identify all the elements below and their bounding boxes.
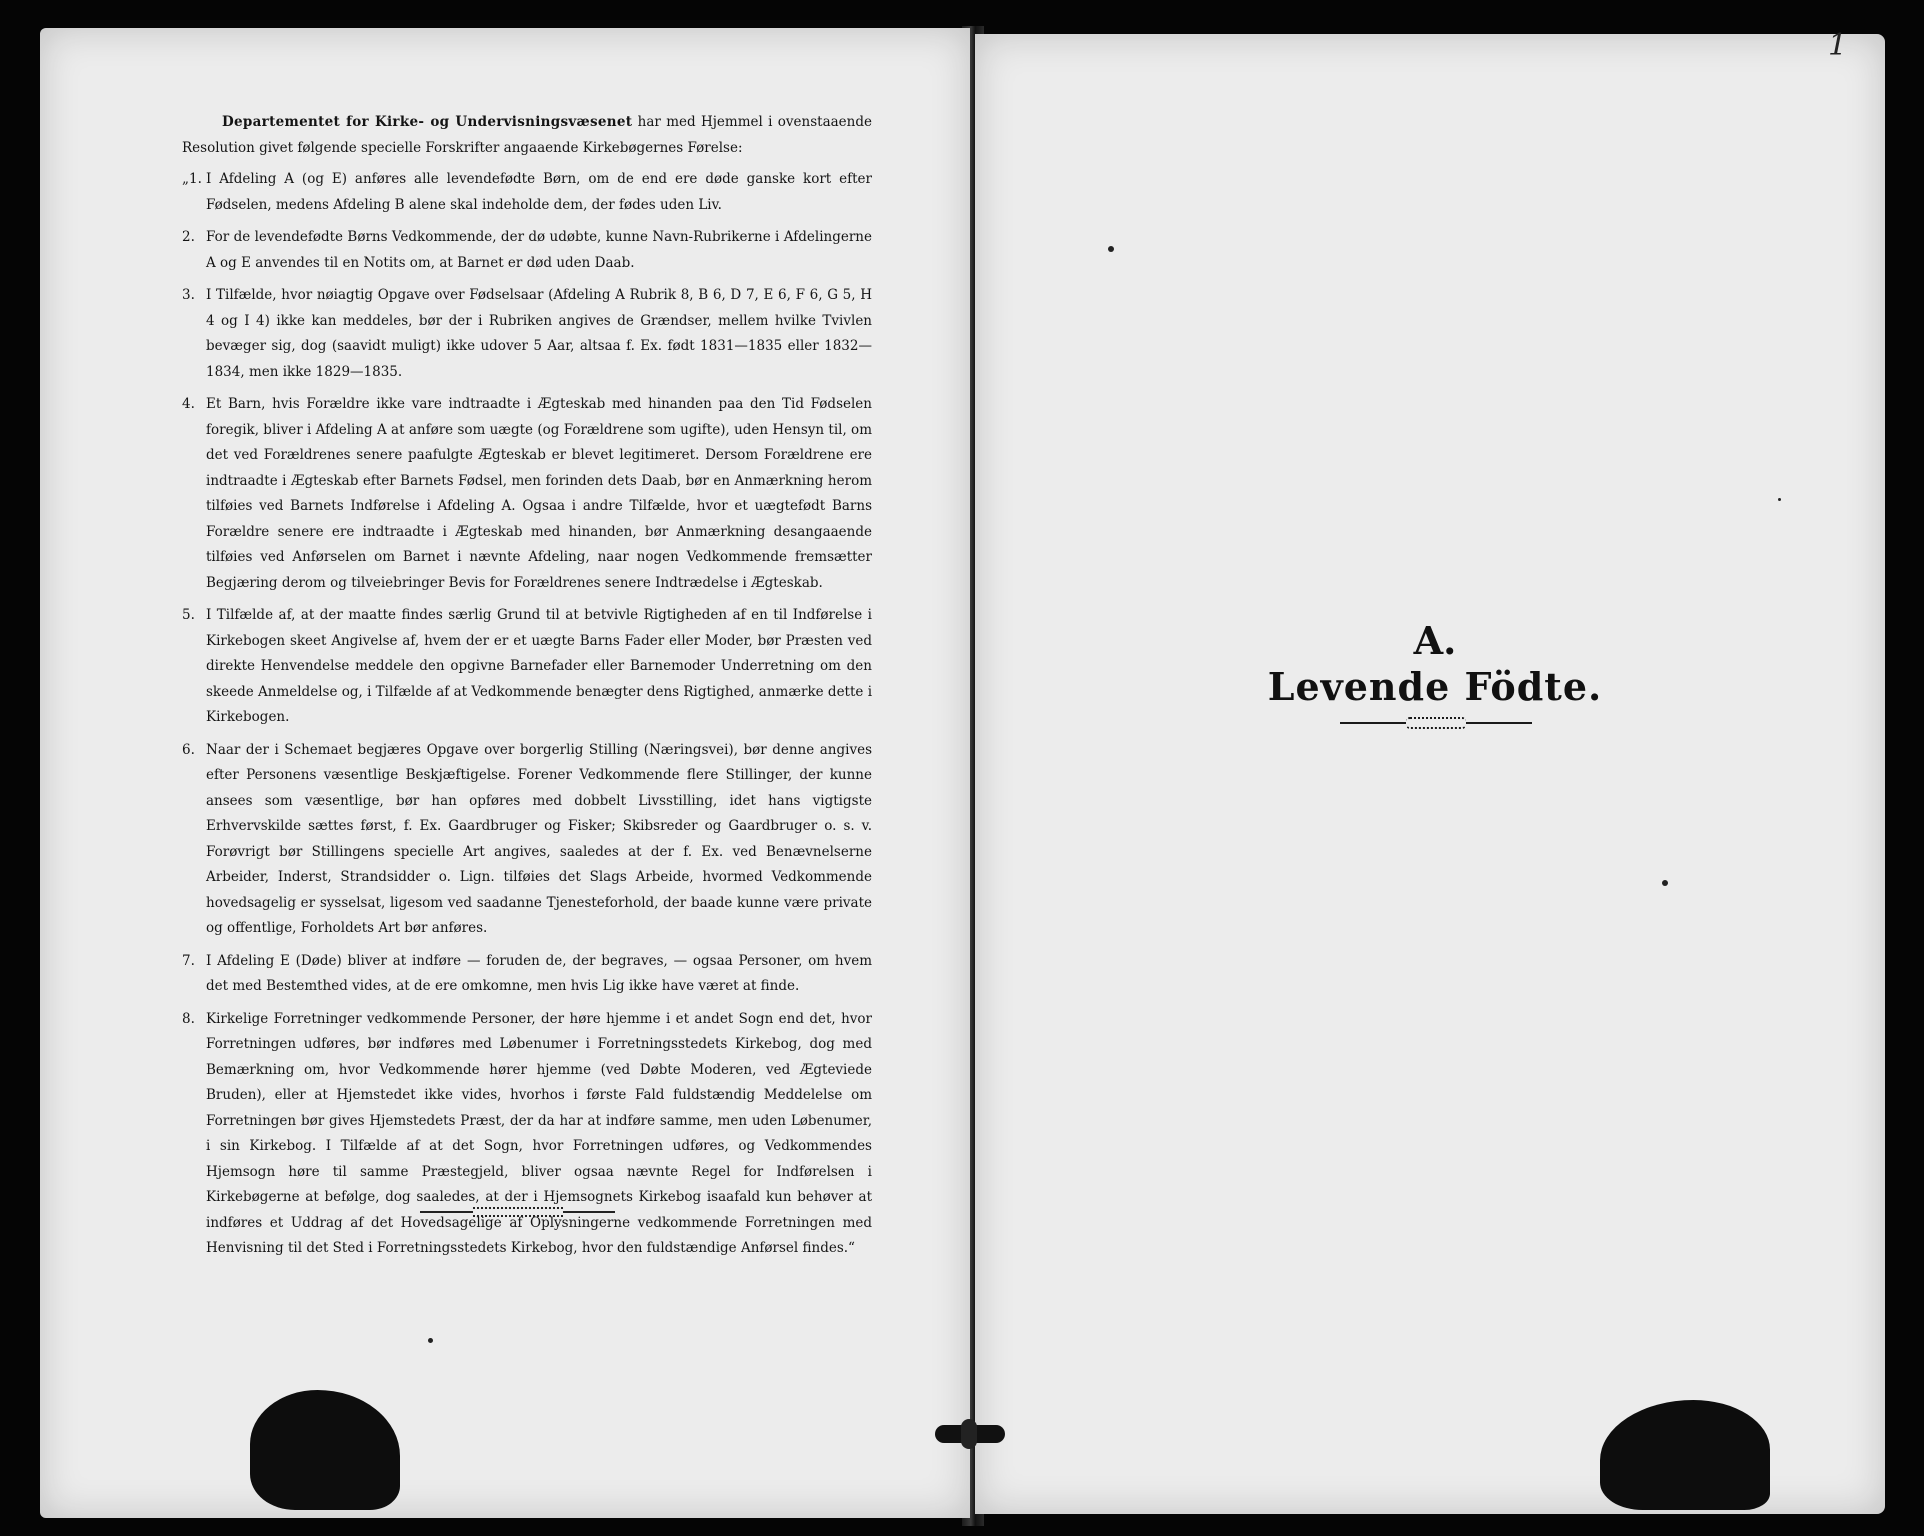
rule-text: Kirkelige Forretninger vedkommende Personer, der høre hjemme i et andet Sogn end det, hvor Forretningen udføres, bør indføres med Løbenumer i Forretningsstedets Kirkebog, dog med Bemærkning om, hvor Vedkommende hører hjemme (ved Døbte Moderen, ved Ægteviede Bruden), eller at Hjemstedet ikke vides, hvorhos i første Fald fuldstændig Meddelelse om Forretningen bør gives Hjemstedets Præst, der da har at indføre samme, men uden Løbenumer, i sin Kirkebog. I Tilfælde af at det Sogn, hvor Forretningen udføres, og Vedkommendes Hjemsogn høre til samme Præstegjeld, bliver ogsaa nævnte Regel for Indførelsen i Kirkebøgerne at befølge, dog saaledes, at der i Hjemsognets Kirkebog isaafald kun behøver at indføres et Uddrag af det Hovedsagelige af Oplysningerne vedkommende Forretningen med Henvisning til det Sted i Forretningsstedets Kirkebog, hvor den fuldstændige Anførsel findes.“ xyxy=(206,1010,872,1256)
rule-number: 4. xyxy=(182,396,195,412)
section-title: Levende Födte. xyxy=(1267,664,1603,709)
rule-item xyxy=(182,392,872,596)
section-letter: A. xyxy=(1413,618,1457,663)
paper-speck xyxy=(1778,498,1781,501)
rule-text: I Afdeling E (Døde) bliver at indføre — foruden de, der begraves, — ogsaa Personer, om hvem det med Bestemthed vides, at de ere omkomne, men hvis Lig ikke have været at finde. xyxy=(206,952,872,994)
rule-text: I Afdeling A (og E) anføres alle levendefødte Børn, om de end ere døde ganske kort efter Fødselen, medens Afdeling B alene skal indeholde dem, der fødes uden Liv. xyxy=(206,171,872,213)
rule-item xyxy=(182,283,872,385)
rule-number: 3. xyxy=(182,287,195,303)
rule-number: 7. xyxy=(182,952,195,969)
rule-item xyxy=(182,603,872,731)
page-number: 1 xyxy=(1828,28,1848,63)
rule-item xyxy=(182,1007,872,1262)
binding-clip xyxy=(935,1425,1005,1443)
rule-text: I Tilfælde, hvor nøiagtig Opgave over Fødselsaar (Afdeling A Rubrik 8, B 6, D 7, E 6, F 6, G 5, H 4 og I 4) ikke kan meddeles, bør der i Rubriken angives de Grændser, mellem hvilke Tvivlen bevæger sig, dog (saavidt muligt) ikke udover 5 Aar, altsaa f. Ex. født 1831—1835 eller 1832—1834, men ikke 1829—1835. xyxy=(206,287,872,380)
rule-text: Naar der i Schemaet begjæres Opgave over borgerlig Stilling (Næringsvei), bør denne angives efter Personens væsentlige Beskjæftigelse. Forener Vedkommende flere Stillinger, der kunne ansees som væsentlige, bør han opføres med dobbelt Livsstilling, idet hans vigtigste Erhvervskilde sættes først, f. Ex. Gaardbruger og Fisker; Skibsreder og Gaardbruger o. s. v. Forøvrigt bør Stillingens specielle Art angives, saaledes at der f. Ex. ved Benævnelserne Arbeider, Inderst, Strandsidder o. Lign. tilføies det Slags Arbeide, hvormed Vedkommende hovedsagelig er sysselsat, ligesom ved saadanne Tjenesteforhold, der baade kunne være private og offentlige, Forholdets Art bør anføres. xyxy=(206,741,872,936)
rule-number: 2. xyxy=(182,229,195,245)
ornament-divider-right xyxy=(1340,718,1532,728)
rule-number: „1. xyxy=(182,171,202,187)
rule-item xyxy=(182,738,872,942)
right-page xyxy=(975,34,1885,1514)
rule-text: Et Barn, hvis Forældre ikke vare indtraadte i Ægteskab med hinanden paa den Tid Fødselen foregik, bliver i Afdeling A at anføre som uægte (og Forældrene som ugifte), uden Hensyn til, om det ved Forældrenes senere paafulgte Ægteskab er blevet legitimeret. Dersom Forældrene ere indtraadte i Ægteskab efter Barnets Fødsel, men forinden dets Daab, bør en Anmærkning herom tilføies ved Barnets Indførelse i Afdeling A. Ogsaa i andre Tilfælde, hvor et uægtefødt Barns Forældre senere ere indtraadte i Ægteskab med hinanden, bør Anmærkning desangaaende tilføies ved Anførselen om Barnet i nævnte Afdeling, naar nogen Vedkommende fremsætter Begjæring derom og tilveiebringer Bevis for Forældrenes senere Indtrædelse i Ægteskab. xyxy=(206,396,872,591)
rules-list xyxy=(182,167,872,1262)
rule-text: For de levendefødte Børns Vedkommende, der dø udøbte, kunne Navn-Rubrikerne i Afdelingerne A og E anvendes til en Notits om, at Barnet er død uden Daab. xyxy=(206,229,872,271)
rule-number: 8. xyxy=(182,1010,195,1027)
intro-text: har med Hjemmel i ovenstaaende Resolution givet følgende specielle Forskrifter angaaende Kirkebøgernes Førelse: xyxy=(182,114,872,156)
paper-speck xyxy=(1662,880,1668,886)
ornament-divider-left xyxy=(420,1208,615,1216)
paper-speck xyxy=(1108,246,1114,252)
department-name: Departementet for Kirke- og Undervisningsvæsenet xyxy=(222,114,633,130)
rule-item xyxy=(182,167,872,218)
rule-number: 6. xyxy=(182,741,195,758)
rule-text: I Tilfælde af, at der maatte findes særlig Grund til at betvivle Rigtigheden af en til Indførelse i Kirkebogen skeet Angivelse af, hvem der er et uægte Barns Fader eller Moder, bør Præsten ved direkte Henvendelse meddele den opgivne Barnefader eller Barnemoder Underretning om den skeede Anmeldelse og, i Tilfælde af at Vedkommende benægter dens Rigtighed, anmærke dette i Kirkebogen. xyxy=(206,607,873,725)
intro-paragraph xyxy=(182,110,872,161)
paper-speck xyxy=(428,1338,433,1343)
rule-item xyxy=(182,225,872,276)
rule-number: 5. xyxy=(182,607,195,623)
rule-item xyxy=(182,949,872,1000)
regulations-text xyxy=(182,110,872,1269)
